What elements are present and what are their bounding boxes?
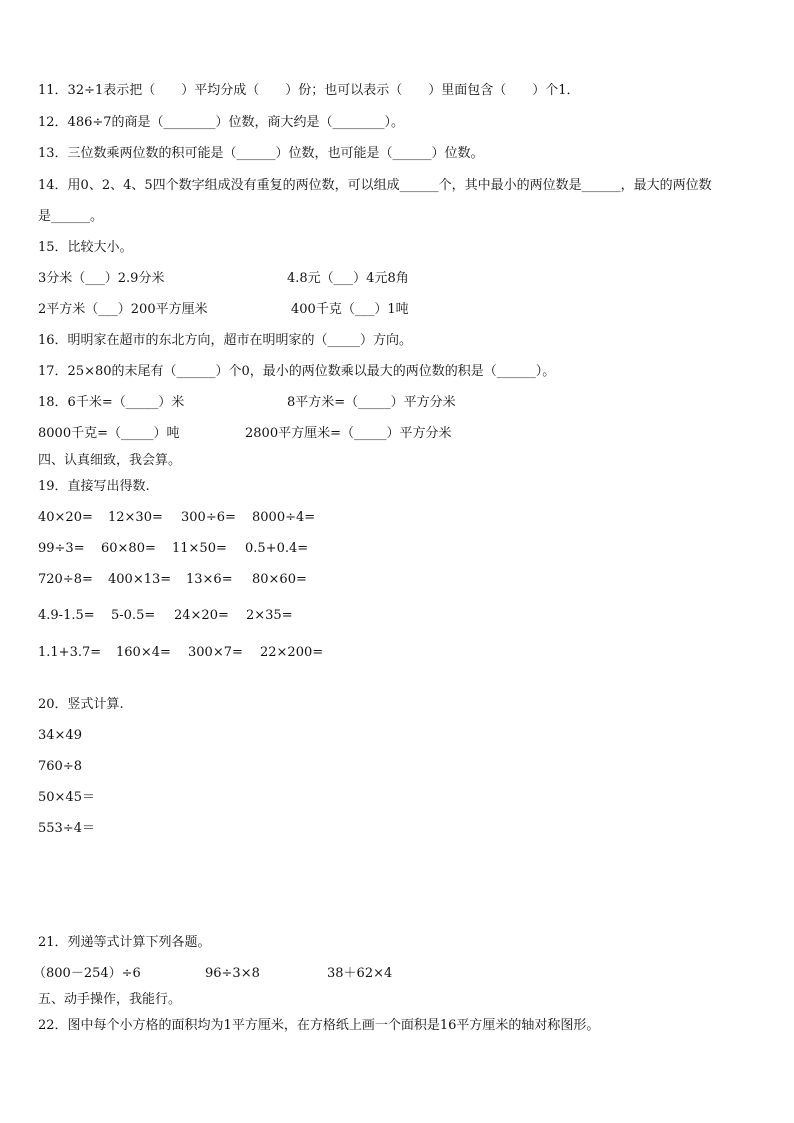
q21: 21．列递等式计算下列各题。 xyxy=(38,935,211,950)
q20-item: 760÷8 xyxy=(38,759,82,774)
q15-row2-b: 400千克（___）1吨 xyxy=(291,302,409,317)
q18-row1-a: 18．6千米=（_____）米 xyxy=(38,395,185,410)
q19-item: 300÷6= xyxy=(181,510,236,525)
q19-item: 300×7= xyxy=(188,645,243,660)
section-4-heading: 四、认真细致，我会算。 xyxy=(38,453,182,468)
q19-item: 720÷8= xyxy=(38,572,93,587)
q19-item: 4.9-1.5= xyxy=(38,608,95,623)
q19-item: 400×13= xyxy=(108,572,172,587)
q13: 13．三位数乘两位数的积可能是（______）位数，也可能是（______）位数。 xyxy=(38,146,484,161)
q18-row2-b: 2800平方厘米=（_____）平方分米 xyxy=(245,426,452,441)
q14-line1: 14．用0、2、4、5四个数字组成没有重复的两位数，可以组成______个，其中最小的两位数是______，最大的两位数 xyxy=(38,178,712,193)
q19-item: 13×6= xyxy=(186,572,233,587)
q19-item: 0.5+0.4= xyxy=(245,541,309,556)
q19-item: 11×50= xyxy=(172,541,227,556)
q19-item: 24×20= xyxy=(174,608,229,623)
q14-line2: 是______。 xyxy=(38,209,104,224)
q11: 11．32÷1表示把（ ）平均分成（ ）份；也可以表示（ ）里面包含（ ）个1． xyxy=(38,83,580,98)
q20-item: 553÷4＝ xyxy=(38,821,95,836)
q17: 17．25×80的末尾有（______）个0，最小的两位数乘以最大的两位数的积是（______）。 xyxy=(38,364,556,379)
q19-item: 40×20= xyxy=(38,510,93,525)
q21-item: （800－254）÷6 xyxy=(33,966,141,981)
q21-item: 96÷3×8 xyxy=(205,966,260,981)
q19-item: 160×4= xyxy=(116,645,171,660)
q20: 20．竖式计算. xyxy=(38,697,124,712)
q22: 22．图中每个小方格的面积均为1平方厘米，在方格纸上画一个面积是16平方厘米的轴对称图形。 xyxy=(38,1018,600,1033)
q16: 16．明明家在超市的东北方向，超市在明明家的（_____）方向。 xyxy=(38,333,413,348)
q19-item: 8000÷4= xyxy=(252,510,316,525)
q19-item: 99÷3= xyxy=(38,541,85,556)
q15-row1-b: 4.8元（___）4元8角 xyxy=(287,271,409,286)
section-5-heading: 五、动手操作，我能行。 xyxy=(38,992,182,1007)
q19: 19．直接写出得数. xyxy=(38,479,150,494)
q20-item: 50×45＝ xyxy=(38,790,95,805)
q21-item: 38＋62×4 xyxy=(327,966,393,981)
q15: 15．比较大小。 xyxy=(38,240,133,255)
q19-item: 1.1+3.7= xyxy=(38,645,102,660)
q18-row1-b: 8平方米=（_____）平方分米 xyxy=(287,395,456,410)
q18-row2-a: 8000千克=（_____）吨 xyxy=(38,426,180,441)
q19-item: 12×30= xyxy=(108,510,163,525)
q19-item: 60×80= xyxy=(101,541,156,556)
q19-item: 2×35= xyxy=(246,608,293,623)
q19-item: 80×60= xyxy=(252,572,307,587)
q20-item: 34×49 xyxy=(38,728,82,743)
q19-item: 22×200= xyxy=(260,645,324,660)
q15-row1-a: 3分米（___）2.9分米 xyxy=(38,271,165,286)
q12: 12．486÷7的商是（________）位数，商大约是（________）。 xyxy=(38,115,405,130)
q19-item: 5-0.5= xyxy=(111,608,156,623)
q15-row2-a: 2平方米（___）200平方厘米 xyxy=(38,302,208,317)
